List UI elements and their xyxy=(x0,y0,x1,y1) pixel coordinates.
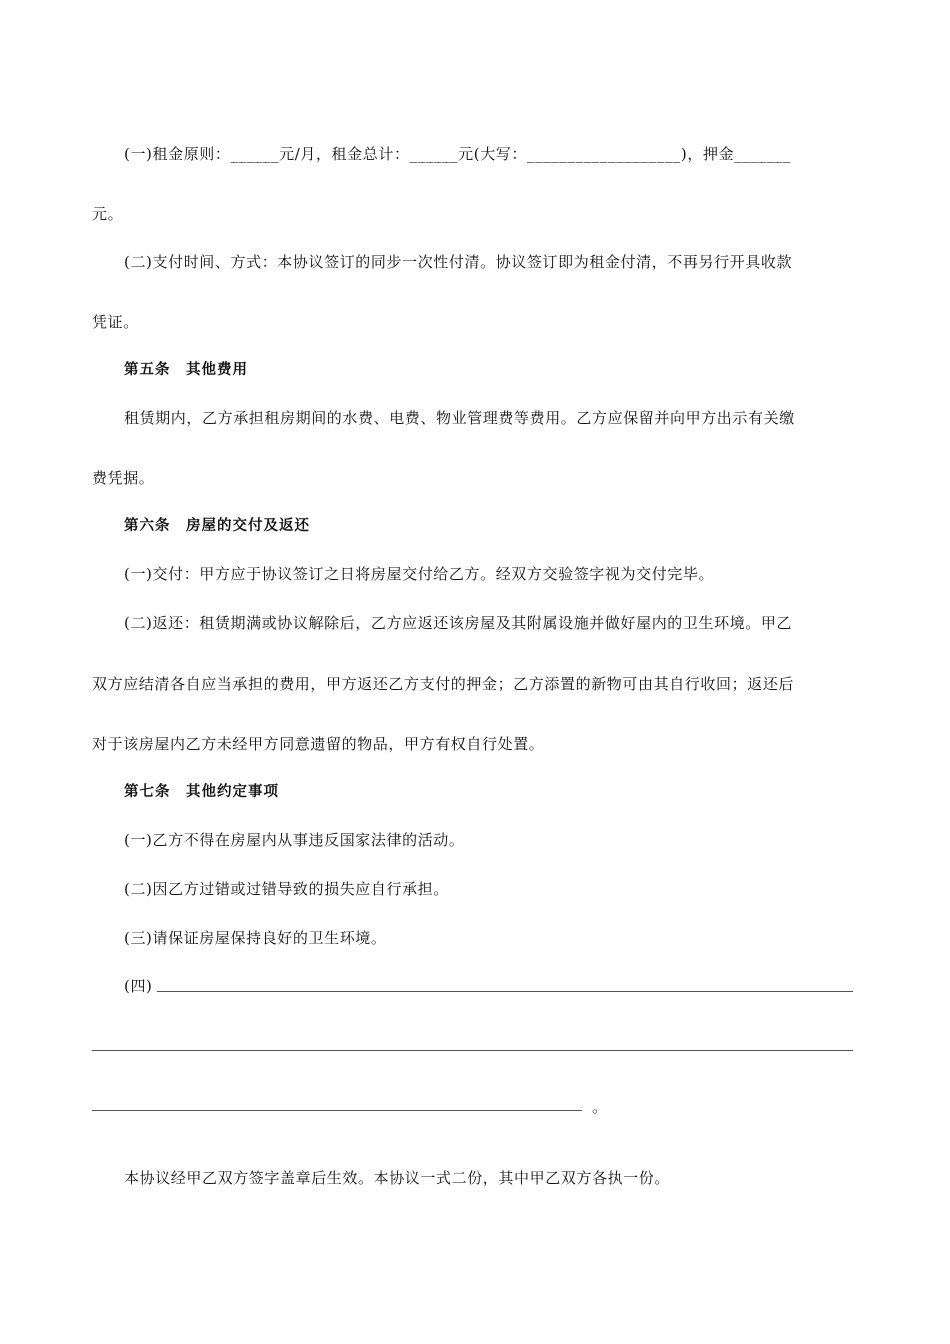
article4-item2-line2: 凭证。 xyxy=(92,313,139,331)
article7-item2: (二)因乙方过错或过错导致的损失应自行承担。 xyxy=(124,880,449,898)
blank-line-1 xyxy=(157,991,853,992)
article7-heading: 第七条 其他约定事项 xyxy=(124,784,279,800)
article6-item2-line1: (二)返还：租赁期满或协议解除后，乙方应返还该房屋及其附属设施并做好屋内的卫生环境。甲乙 xyxy=(124,614,793,632)
blank-line-2 xyxy=(92,1050,853,1051)
article6-item1: (一)交付：甲方应于协议签订之日将房屋交付给乙方。经双方交验签字视为交付完毕。 xyxy=(124,565,715,583)
closing-statement: 本协议经甲乙双方签字盖章后生效。本协议一式二份，其中甲乙双方各执一份。 xyxy=(124,1169,671,1187)
article7-item4-end: 。 xyxy=(592,1098,608,1116)
article4-item1-line1: (一)租金原则：______元/月，租金总计：______元(大写：___________________)，押金_______ xyxy=(124,145,791,163)
article4-item1-line2: 元。 xyxy=(92,205,124,223)
article7-item4-label: (四) xyxy=(124,977,153,995)
article7-item3: (三)请保证房屋保持良好的卫生环境。 xyxy=(124,929,387,947)
article6-heading: 第六条 房屋的交付及返还 xyxy=(124,518,310,534)
article6-item2-line3: 对于该房屋内乙方未经甲方同意遗留的物品，甲方有权自行处置。 xyxy=(92,735,545,753)
article5-heading: 第五条 其他费用 xyxy=(124,362,248,378)
article5-text-line2: 费凭据。 xyxy=(92,469,155,487)
article6-item2-line2: 双方应结清各自应当承担的费用，甲方返还乙方支付的押金；乙方添置的新物可由其自行收回；返还后 xyxy=(92,675,795,693)
article7-item1: (一)乙方不得在房屋内从事违反国家法律的活动。 xyxy=(124,831,465,849)
blank-line-3 xyxy=(92,1110,582,1111)
article5-text-line1: 租赁期内，乙方承担租房期间的水费、电费、物业管理费等费用。乙方应保留并向甲方出示有关缴 xyxy=(124,409,795,427)
article4-item2-line1: (二)支付时间、方式：本协议签订的同步一次性付清。协议签订即为租金付清，不再另行开具收款 xyxy=(124,253,793,271)
